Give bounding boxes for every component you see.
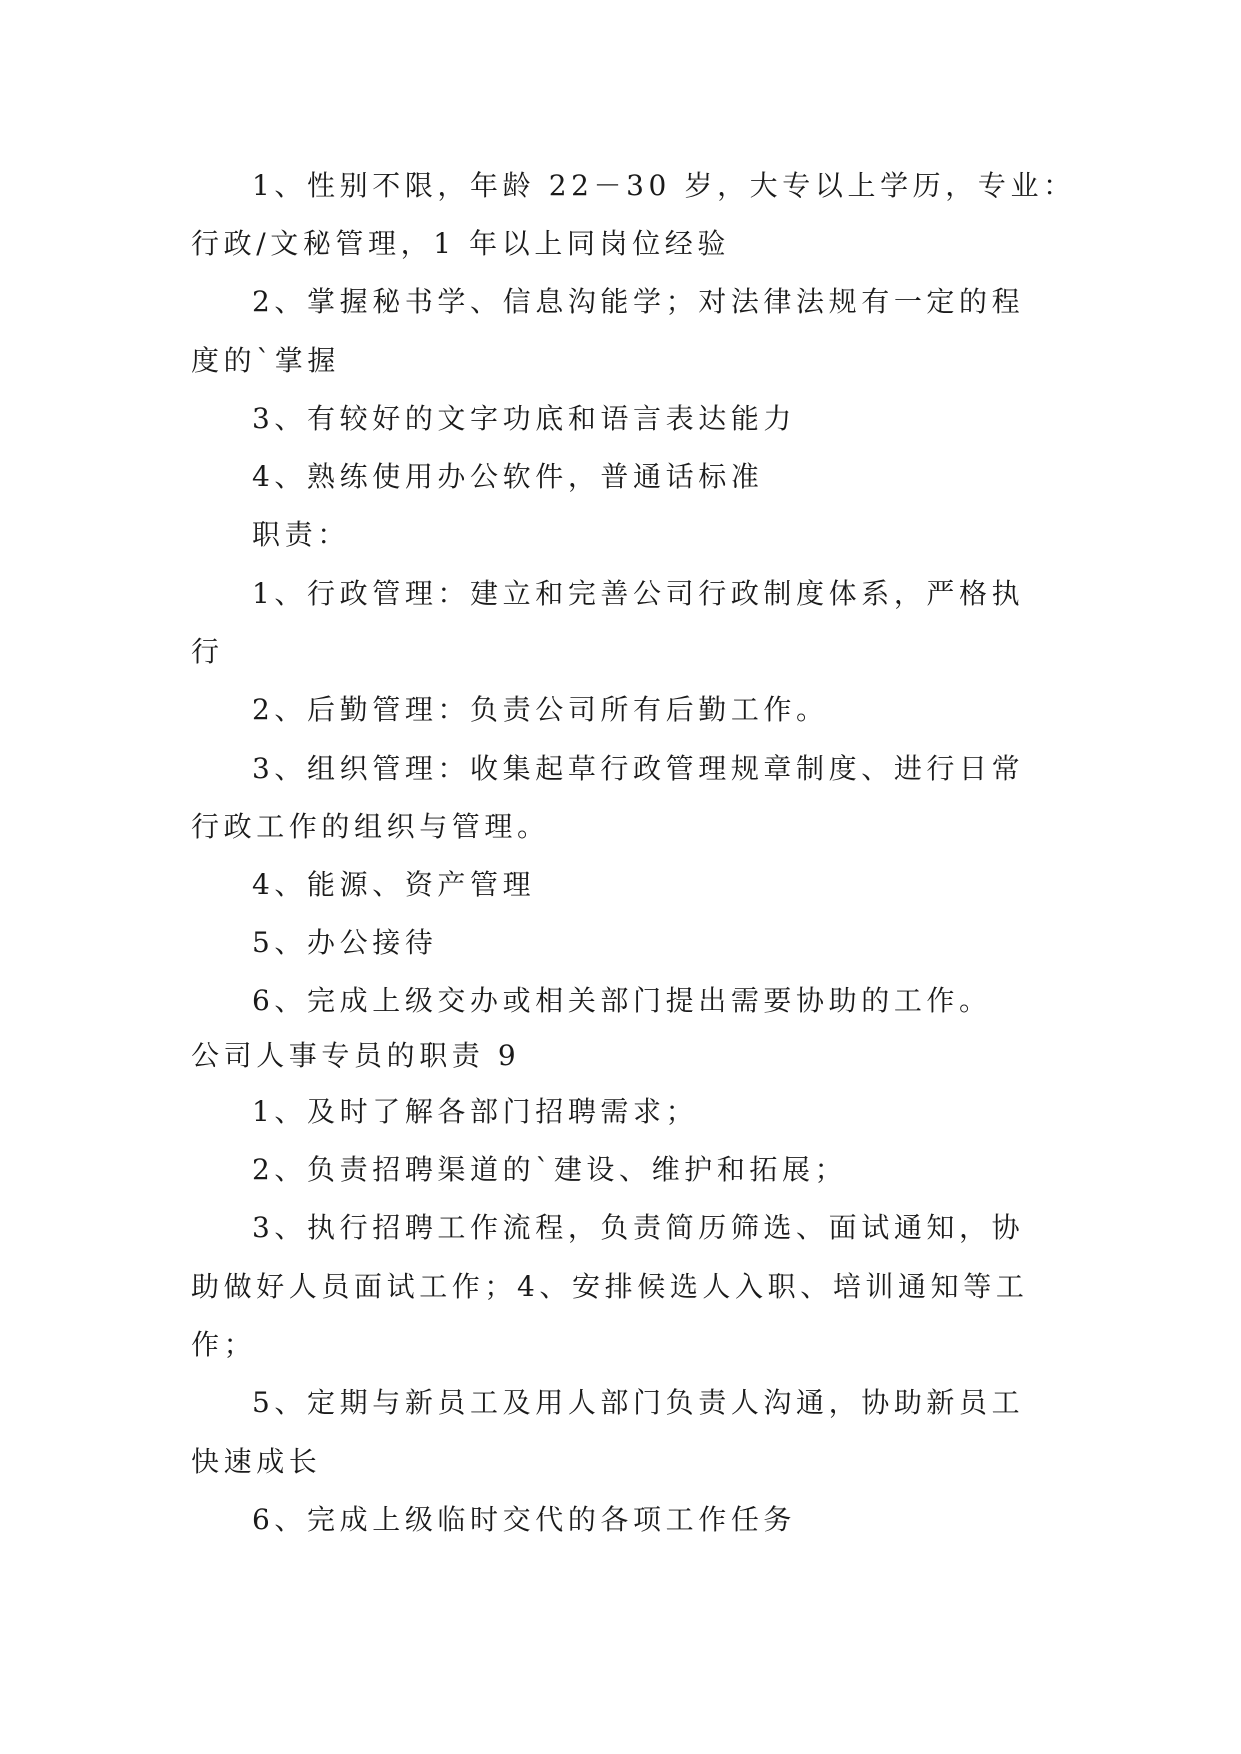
text-line: 2、掌握秘书学、信息沟能学；对法律法规有一定的程 [252,285,1025,318]
text-line: 4、熟练使用办公软件，普通话标准 [252,460,764,493]
text-line: 行政/文秘管理，1 年以上同岗位经验 [191,227,730,260]
text-line: 3、组织管理：收集起草行政管理规章制度、进行日常 [252,752,1025,785]
text-line: 2、后勤管理：负责公司所有后勤工作。 [252,693,829,726]
text-line: 度的`掌握 [191,344,341,377]
text-line: 4、能源、资产管理 [252,868,536,901]
text-line: 作； [191,1328,257,1361]
section-heading: 职责： [252,518,350,551]
text-line: 行政工作的组织与管理。 [191,810,550,843]
text-line: 3、有较好的文字功底和语言表达能力 [252,402,797,435]
text-line: 1、性别不限，年龄 22－30 岁，大专以上学历，专业： [252,169,1076,202]
text-line: 5、定期与新员工及用人部门负责人沟通，协助新员工 [252,1386,1025,1419]
text-line: 1、行政管理：建立和完善公司行政制度体系，严格执 [252,577,1025,610]
text-line: 5、办公接待 [252,926,438,959]
text-line: 6、完成上级临时交代的各项工作任务 [252,1503,797,1536]
text-line: 2、负责招聘渠道的`建设、维护和拓展； [252,1153,848,1186]
text-line: 行 [191,635,224,668]
text-line: 1、及时了解各部门招聘需求； [252,1095,699,1128]
section-title: 公司人事专员的职责 9 [191,1039,521,1072]
text-line: 6、完成上级交办或相关部门提出需要协助的工作。 [252,984,992,1017]
text-line: 快速成长 [191,1445,322,1478]
text-line: 助做好人员面试工作；4、安排候选人入职、培训通知等工 [191,1270,1029,1303]
text-line: 3、执行招聘工作流程，负责简历筛选、面试通知，协 [252,1211,1025,1244]
